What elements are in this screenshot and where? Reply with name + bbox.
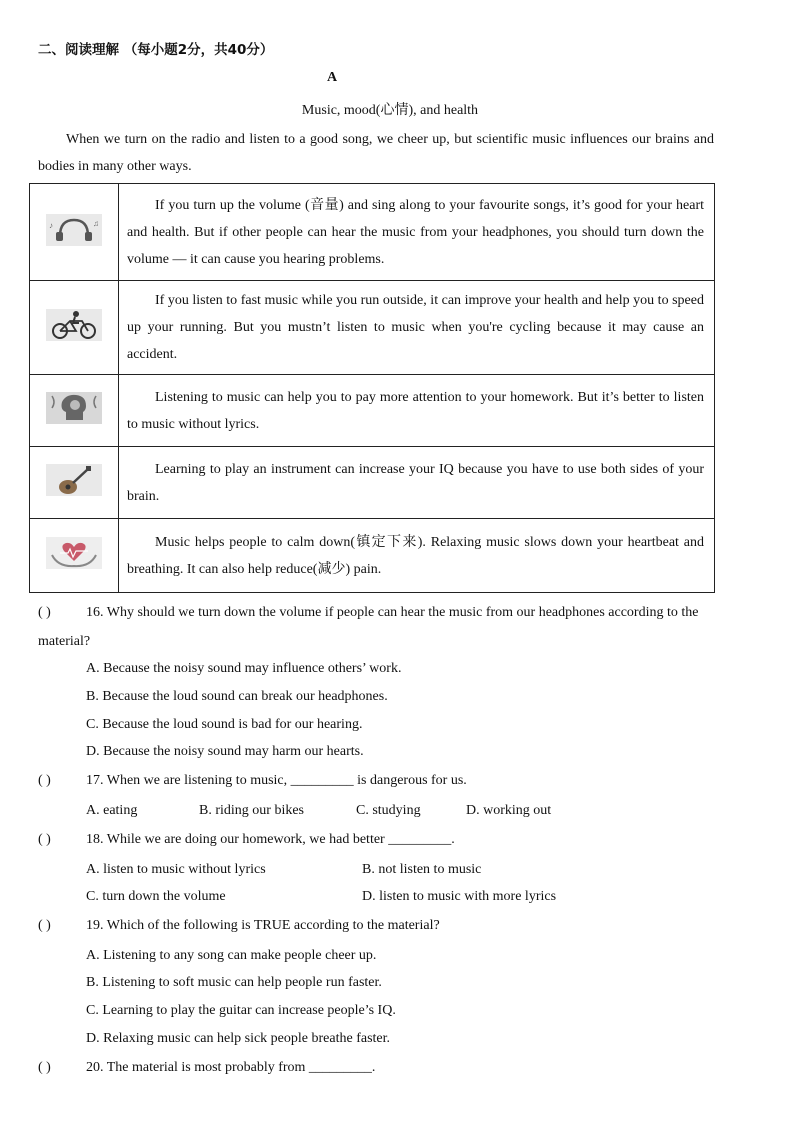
table-row-text: Music helps people to calm down(镇定下来). Relaxing music slows down your heartbeat and breathing. It can also help reduce(减少) pain. — [119, 519, 715, 593]
guitar-icon — [46, 464, 102, 496]
table-row — [30, 375, 715, 447]
passage-intro: When we turn on the radio and listen to a good song, we cheer up, but scientific music influences our brains and bodies in many other ways. — [38, 132, 714, 174]
heart-hands-icon — [46, 537, 102, 569]
question-16-option-a: A. Because the noisy sound may influence others’ work. — [86, 661, 402, 676]
question-19 — [38, 911, 718, 940]
icon-cell — [30, 447, 119, 519]
answer-blank[interactable]: ( ) — [38, 605, 51, 620]
question-17-option-a: A. eating — [86, 803, 138, 818]
question-18-option-d: D. listen to music with more lyrics — [362, 889, 557, 904]
music-health-table — [29, 183, 715, 593]
answer-blank[interactable]: ( ) — [38, 773, 51, 788]
answer-blank[interactable]: ( ) — [38, 918, 51, 933]
question-18-option-c: C. turn down the volume — [86, 889, 226, 904]
cyclist-icon — [46, 309, 102, 341]
question-18-option-b: B. not listen to music — [362, 862, 482, 877]
table-row — [30, 447, 715, 519]
question-20 — [38, 1053, 718, 1082]
answer-blank[interactable]: ( ) — [38, 832, 51, 847]
question-19-option-c: C. Learning to play the guitar can increase people’s IQ. — [86, 1003, 396, 1018]
question-stem: 17. When we are listening to music, _________ is dangerous for us. — [86, 773, 467, 788]
svg-text:♫: ♫ — [93, 218, 99, 228]
question-16-option-b: B. Because the loud sound can break our headphones. — [86, 689, 388, 704]
section-title: 二、阅读理解 （每小题2分，共40分） — [38, 42, 274, 58]
question-17 — [38, 766, 718, 795]
question-18 — [38, 825, 718, 854]
head-music-icon — [46, 392, 102, 424]
table-row — [30, 519, 715, 593]
passage-title: Music, mood(心情), and health — [301, 103, 479, 118]
question-19-option-d: D. Relaxing music can help sick people breathe faster. — [86, 1031, 391, 1046]
answer-blank[interactable]: ( ) — [38, 1060, 51, 1075]
table-row — [30, 281, 715, 375]
question-stem: 18. While we are doing our homework, we had better _________. — [86, 832, 455, 847]
question-17-option-b: B. riding our bikes — [199, 803, 304, 818]
table-row-text: Learning to play an instrument can increase your IQ because you have to use both sides of your brain. — [119, 447, 715, 519]
question-19-option-b: B. Listening to soft music can help people run faster. — [86, 975, 382, 990]
question-17-option-d: D. working out — [466, 803, 552, 818]
question-19-option-a: A. Listening to any song can make people cheer up. — [86, 948, 377, 963]
table-row-text: If you turn up the volume (音量) and sing along to your favourite songs, it’s good for your heart and health. But if other people can hear the music from your headphones, you should turn down the volume — it can cause you hearing problems. — [119, 184, 715, 281]
table-row — [30, 184, 715, 281]
question-17-option-c: C. studying — [356, 803, 421, 818]
icon-cell — [30, 375, 119, 447]
table-row-text: Listening to music can help you to pay more attention to your homework. But it’s better to listen to music without lyrics. — [119, 375, 715, 447]
question-16-option-d: D. Because the noisy sound may harm our hearts. — [86, 744, 364, 759]
question-16 — [38, 598, 718, 656]
question-16-option-c: C. Because the loud sound is bad for our hearing. — [86, 717, 363, 732]
icon-cell — [30, 519, 119, 593]
question-stem: 16. Why should we turn down the volume if people can hear the music from our headphones according to the material? — [38, 605, 699, 649]
question-stem: 20. The material is most probably from _________. — [86, 1060, 376, 1075]
headphones-icon — [46, 214, 102, 246]
passage-letter: A — [326, 70, 338, 85]
table-row-text: If you listen to fast music while you run outside, it can improve your health and help you to speed up your running. But you mustn’t listen to music when you're cycling because it may cause an accident. — [119, 281, 715, 375]
question-18-option-a: A. listen to music without lyrics — [86, 862, 266, 877]
icon-cell — [30, 184, 119, 281]
icon-cell — [30, 281, 119, 375]
question-stem: 19. Which of the following is TRUE according to the material? — [86, 918, 440, 933]
svg-text:♪: ♪ — [49, 220, 53, 230]
